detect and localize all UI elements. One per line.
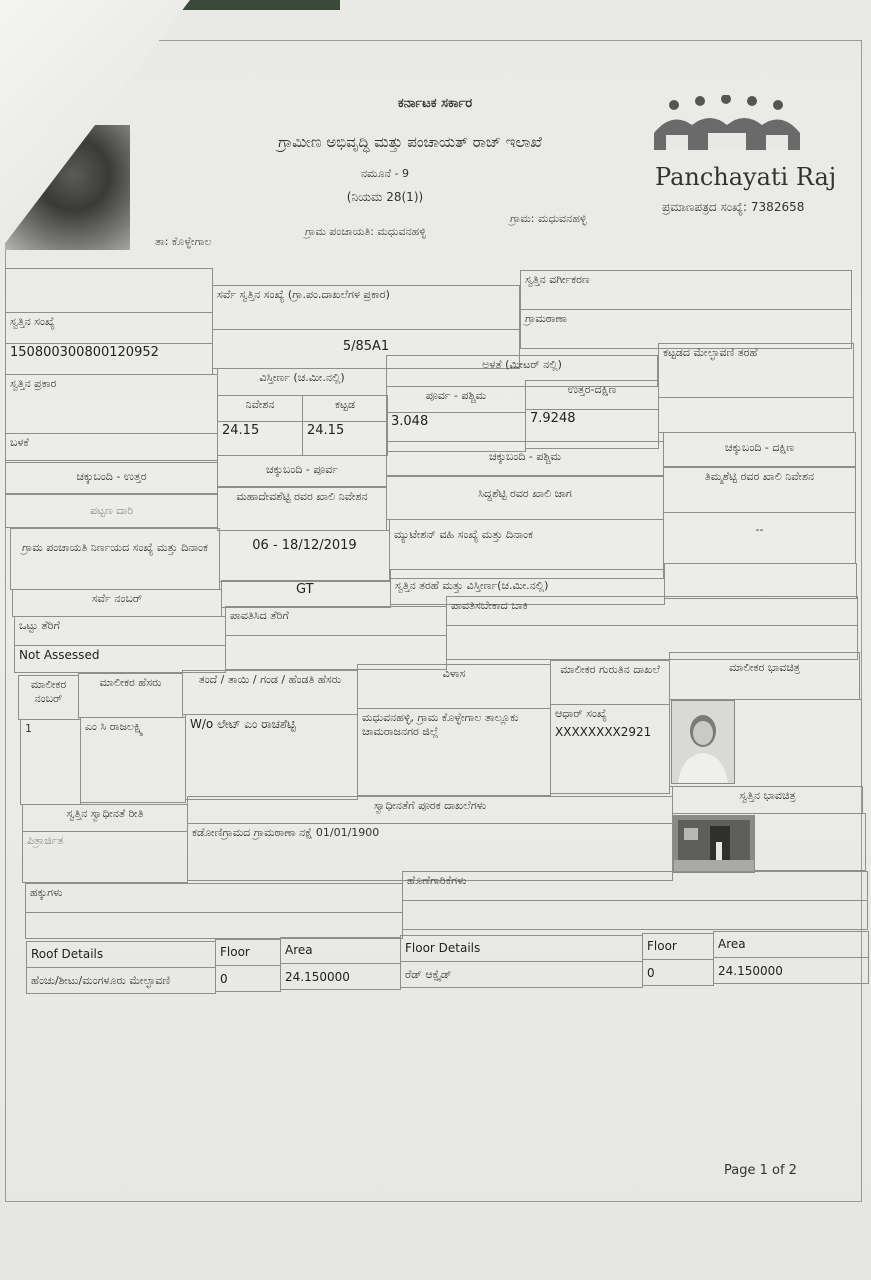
- south-boundary-value: ತಿಮ್ಮಶೆಟ್ಟಿ ರವರ ಖಾಲಿ ನಿವೇಶನ: [663, 467, 856, 513]
- address-label: ವಿಳಾಸ: [357, 664, 551, 709]
- south-boundary-label: ಚಕ್ಕುಬಂದಿ - ದಕ್ಷಿಣ: [663, 432, 856, 467]
- area-label: ವಿಸ್ತೀರ್ಣ (ಚ.ಮೀ.ನಲ್ಲಿ): [217, 368, 387, 396]
- property-id-value: 150800300800120952: [5, 343, 213, 375]
- supporting-docs-label: ಸ್ವಾಧೀನತೆಗೆ ಪೂರಕ ದಾಖಲೆಗಳು: [187, 796, 673, 824]
- relation-value: W/o ಲೇಟ್ ಎಂ ರಾಚಶೆಟ್ಟಿ: [185, 714, 358, 800]
- survey-label: ಸರ್ವೆ ಸ್ವತ್ತಿನ ಸಂಖ್ಯೆ (ಗ್ರಾ.ಪಂ.ದಾಖಲೆಗಳ ಪ್ರಕಾರ): [212, 285, 520, 330]
- blank-cell: [5, 268, 213, 313]
- total-tax-label: ಒಟ್ಟು ತೆರಿಗೆ: [14, 616, 226, 646]
- survey-number: 5/85A1: [212, 329, 520, 369]
- owner-photo-icon: [671, 700, 735, 784]
- usage-label: ಬಳಕೆ: [5, 433, 218, 461]
- total-tax-value: Not Assessed: [14, 645, 226, 673]
- acquisition-mode-value: ಪಿತ್ರಾರ್ಜಿತ: [22, 831, 188, 883]
- owner-id-value: [550, 704, 670, 794]
- relation-label: ತಂದೆ / ತಾಯಿ / ಗಂಡ / ಹೆಂಡತಿ ಹೆಸರು: [182, 670, 358, 715]
- property-id-label: ಸ್ವತ್ತಿನ ಸಂಖ್ಯೆ: [5, 312, 213, 344]
- building-area-value: 24.15: [302, 421, 388, 456]
- aadhaar-label: ಆಧಾರ್ ಸಂಖ್ಯೆ: [555, 707, 607, 720]
- roof-details-header: Roof Details: [26, 941, 216, 968]
- resolution-label: ಗ್ರಾಮ ಪಂಚಾಯತಿ ನಿರ್ಣಯದ ಸಂಖ್ಯೆ ಮತ್ತು ದಿನಾಂಕ: [10, 528, 220, 590]
- supporting-docs-text: ಕಡೋಣಿಗ್ರಾಮದ ಗ್ರಾಮಠಾಣಾ ನಕ್ಷೆ 01/01/1900: [192, 826, 380, 839]
- classification-label: ಸ್ವತ್ತಿನ ವರ್ಗೀಕರಣ: [520, 270, 852, 310]
- resolution-value: 06 - 18/12/2019: [219, 530, 390, 582]
- type-area-label: ಸ್ವತ್ತಿನ ತರಹೆ ಮತ್ತು ವಿಸ್ತೀರ್ಣ(ಚ.ಮೀ.ನಲ್ಲಿ): [390, 569, 665, 605]
- certificate-number: ಪ್ರಮಾಣಪತ್ರದ ಸಂಖ್ಯೆ: 7382658: [662, 200, 805, 214]
- liabilities-value: [402, 900, 868, 930]
- survey-no-label: ಸರ್ವೆ ನಂಬರ್: [12, 589, 222, 617]
- north-boundary-value: ಪಟ್ಟಣ ದಾರಿ: [5, 494, 218, 528]
- property-photo-label: ಸ್ವತ್ತಿನ ಭಾವಚಿತ್ರ: [672, 786, 863, 814]
- gram-panchayat: ಗ್ರಾಮ ಪಂಚಾಯತಿ: ಮಧುವನಹಳ್ಳಿ: [305, 225, 426, 238]
- floor-details-header: Floor Details: [400, 935, 643, 962]
- dimension-label: ಅಳತೆ (ಮೀಟರ್ ನಲ್ಲಿ): [386, 355, 658, 387]
- govt-title: ಕರ್ನಾಟಕ ಸರ್ಕಾರ: [397, 96, 473, 111]
- page-indicator: Page 1 of 2: [724, 1163, 797, 1178]
- floor-header: Floor: [642, 933, 714, 960]
- area-value: 24.150000: [713, 957, 869, 984]
- acquisition-mode-label: ಸ್ವತ್ತಿನ ಸ್ವಾಧೀನತೆ ರೀತಿ: [22, 804, 188, 832]
- type-area-value: [664, 563, 857, 599]
- roof-area-value: 24.150000: [280, 963, 401, 990]
- survey-no-value: GT: [221, 580, 391, 608]
- owner-name-label: ಮಾಲೀಕರ ಹೆಸರು: [78, 673, 183, 718]
- classification-value: ಗ್ರಾಮಠಾಣಾ: [520, 309, 852, 349]
- floor-details-value: ರೆಡ್ ಆಕ್ಸೈಡ್: [400, 961, 643, 988]
- site-area-value: 24.15: [217, 421, 303, 456]
- property-type-label: ಸ್ವತ್ತಿನ ಪ್ರಕಾರ: [5, 374, 218, 434]
- tax-due-label: ಪಾವತಿಸಬೇಕಾದ ಬಾಕಿ: [446, 596, 858, 626]
- west-boundary-value: ಸಿದ್ದಶೆಟ್ಟಿ ರವರ ಖಾಲಿ ಜಾಗ: [386, 476, 664, 520]
- rights-value: [25, 912, 403, 939]
- east-boundary-label: ಚಕ್ಕುಬಂದಿ - ಪೂರ್ವ: [217, 455, 387, 487]
- mutation-label: ಮ್ಯುಟೇಶನ್ ವಹಿ ಸಂಖ್ಯೆ ಮತ್ತು ದಿನಾಂಕ: [389, 519, 664, 579]
- liabilities-label: ಹೊಣೆಗಾರಿಕೆಗಳು: [402, 871, 868, 901]
- roof-area-header: Area: [280, 937, 401, 964]
- roof-floor-value: 0: [215, 965, 281, 992]
- mutation-value: --: [663, 512, 856, 564]
- owner-photo-label: ಮಾಲೀಕರ ಭಾವಚಿತ್ರ: [669, 652, 860, 700]
- north-south-label: ಉತ್ತರ-ದಕ್ಷಿಣ: [525, 380, 659, 410]
- floor-value: 0: [642, 959, 714, 986]
- owner-name-value: ಎಂ ಸಿ ರಾಜಲಕ್ಷ್ಮಿ: [80, 717, 186, 803]
- tax-paid-label: ಪಾವತಿಸಿದ ತೆರಿಗೆ: [225, 606, 447, 636]
- village: ಗ್ರಾಮ: ಮಧುವನಹಳ್ಳಿ: [510, 212, 587, 225]
- address-value: ಮಧುವನಹಳ್ಳಿ, ಗ್ರಾಮ ಕೊಳ್ಳೇಗಾಲ ತಾಲ್ಲೂಕು ಚಾಮರಾಜನಗರ ಜಿಲ್ಲೆ: [357, 708, 551, 796]
- building-type-label: ಕಟ್ಟಡದ ಮೇಲ್ಛಾವಣಿ ತರಹೆ: [658, 343, 854, 398]
- background-strip: [180, 0, 340, 10]
- east-west-value: 3.048: [386, 412, 526, 452]
- area-header: Area: [713, 931, 869, 958]
- taluk: ತಾ: ಕೊಳ್ಳೇಗಾಲ: [155, 235, 212, 248]
- owner-no-label: ಮಾಲೀಕರ ನಂಬರ್: [18, 675, 79, 720]
- property-photo-icon: [673, 815, 755, 873]
- rule-number: (ನಿಯಮ 28(1)): [346, 190, 424, 204]
- building-label: ಕಟ್ಟಡ: [302, 395, 388, 422]
- rights-label: ಹಕ್ಕುಗಳು: [25, 883, 403, 913]
- east-west-label: ಪೂರ್ವ - ಪಶ್ಚಿಮ: [386, 386, 526, 413]
- department-title: ಗ್ರಾಮೀಣ ಅಭಿವೃದ್ಧಿ ಮತ್ತು ಪಂಚಾಯತ್ ರಾಜ್ ಇಲಾಖೆ: [278, 133, 542, 151]
- building-type-value: [658, 397, 854, 433]
- north-boundary-label: ಚಕ್ಕುಬಂದಿ - ಉತ್ತರ: [5, 462, 218, 494]
- north-south-value: 7.9248: [525, 409, 659, 449]
- form-number: ನಮೂನೆ - 9: [360, 167, 410, 180]
- owner-id-label: ಮಾಲೀಕರ ಗುರುತಿನ ದಾಖಲೆ: [550, 660, 670, 705]
- roof-type-value: ಹೆಂಚು/ಶೀಟು/ಮಂಗಳೂರು ಮೇಲ್ಛಾವಣಿ: [26, 967, 216, 994]
- roof-floor-header: Floor: [215, 939, 281, 966]
- site-label: ನಿವೇಶನ: [217, 395, 303, 422]
- owner-no-value: 1: [20, 719, 81, 805]
- brand-name: Panchayati Raj: [655, 163, 837, 191]
- aadhaar-number: XXXXXXXX2921: [555, 725, 652, 739]
- west-boundary-label: ಚಕ್ಕುಬಂದಿ - ಪಶ್ಚಿಮ: [386, 441, 664, 476]
- panchayati-raj-logo-icon: [652, 95, 802, 155]
- east-boundary-value: ಮಹಾದೇವಶೆಟ್ಟಿ ರವರ ಖಾಲಿ ನಿವೇಶನ: [217, 487, 387, 531]
